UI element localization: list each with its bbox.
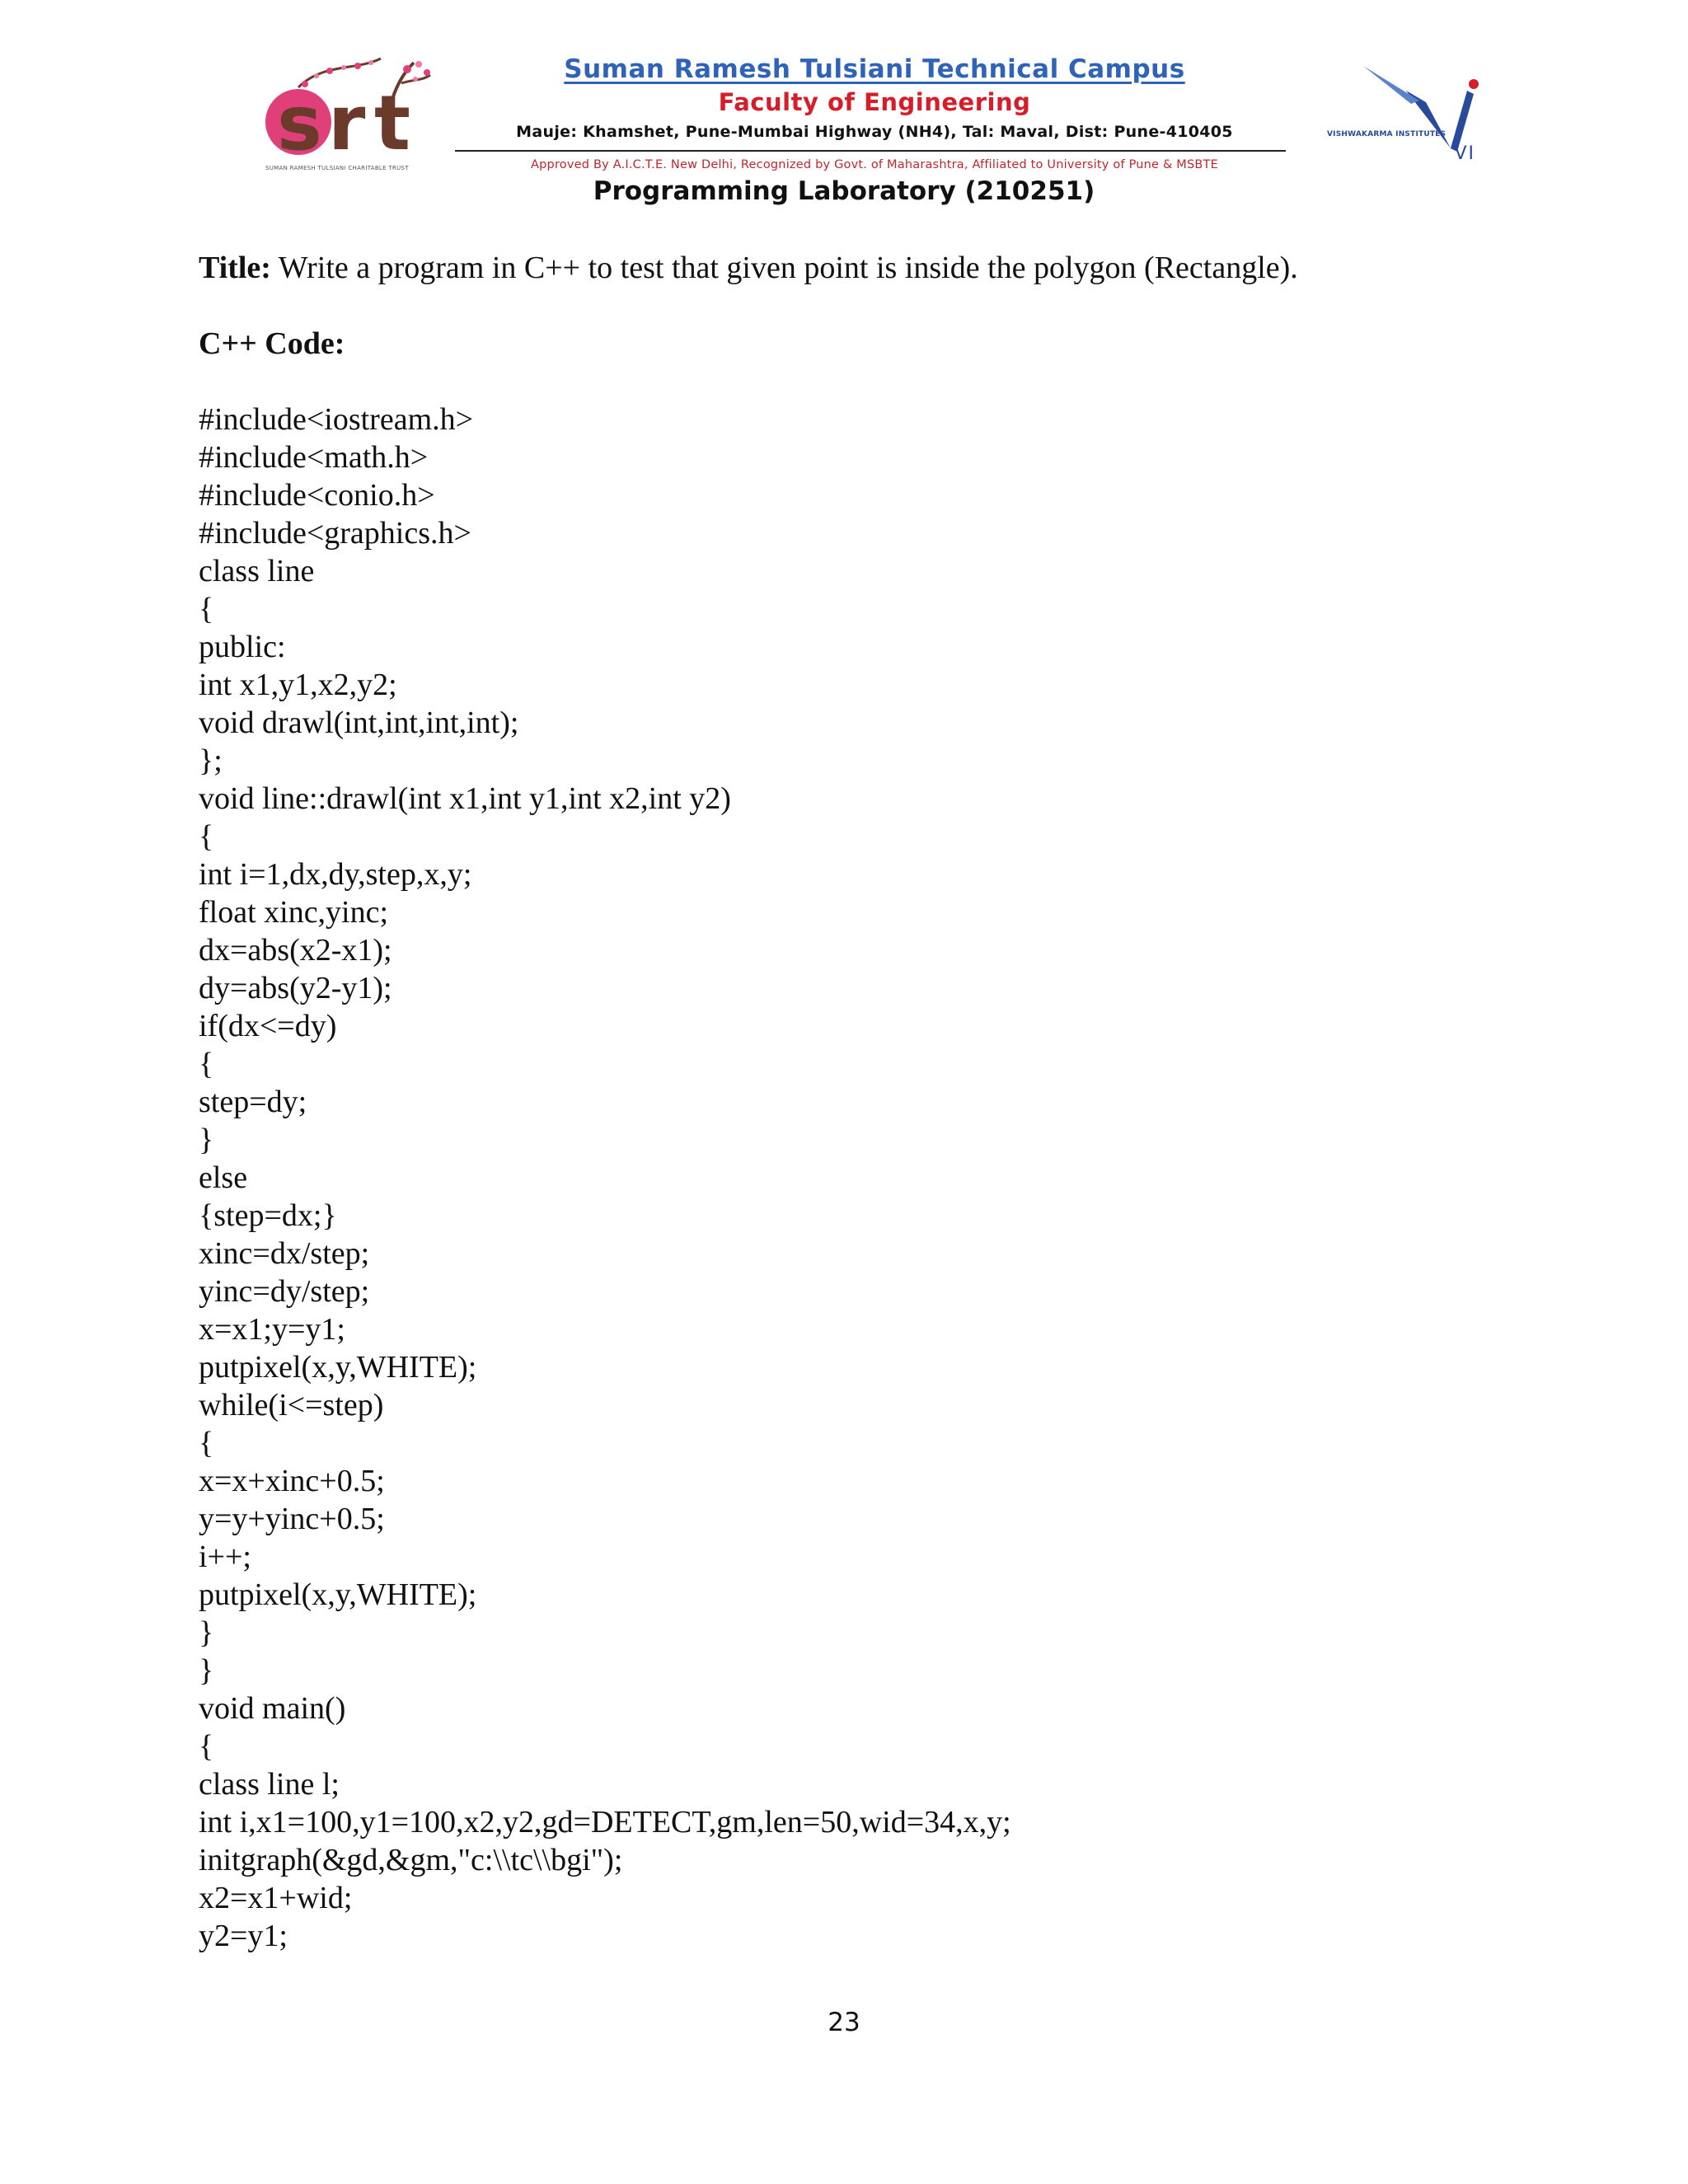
svg-text:r: r — [328, 79, 366, 162]
code-line: dy=abs(y2-y1); — [199, 971, 392, 1005]
svg-text:t: t — [374, 79, 410, 162]
course-title: Programming Laboratory (210251) — [593, 176, 1095, 206]
title-label: Title: — [199, 251, 271, 285]
code-line: } — [199, 1615, 214, 1650]
code-line: else — [199, 1160, 248, 1195]
code-line: int x1,y1,x2,y2; — [199, 668, 397, 702]
code-line: putpixel(x,y,WHITE); — [199, 1350, 477, 1385]
code-line: yinc=dy/step; — [199, 1274, 370, 1309]
code-line: i++; — [199, 1540, 251, 1574]
code-line: int i=1,dx,dy,step,x,y; — [199, 857, 472, 892]
vi-logo-caption: VISHWAKARMA INSTITUTES — [1327, 130, 1447, 138]
vi-logo — [1327, 51, 1485, 166]
code-heading: C++ Code: — [199, 326, 345, 361]
code-line: y2=y1; — [199, 1919, 288, 1953]
code-line: {step=dx;} — [199, 1198, 337, 1233]
code-line: putpixel(x,y,WHITE); — [199, 1577, 477, 1612]
header-divider — [455, 150, 1286, 152]
code-line: int i,x1=100,y1=100,x2,y2,gd=DETECT,gm,len=50,wid=34,x,y; — [199, 1805, 1011, 1840]
code-line: public: — [199, 630, 286, 664]
code-listing — [199, 401, 1517, 1955]
vi-bird-logo-icon — [1327, 51, 1485, 158]
code-line: y=y+yinc+0.5; — [199, 1502, 385, 1536]
code-line: #include<iostream.h> — [199, 402, 474, 437]
srt-logo — [265, 54, 445, 171]
code-line: class line — [199, 554, 315, 588]
code-line: #include<graphics.h> — [199, 516, 471, 551]
code-line: void main() — [199, 1691, 346, 1726]
svg-text:s: s — [277, 79, 322, 162]
code-line: { — [199, 1729, 214, 1764]
title-text: Write a program in C++ to test that given point is inside the polygon (Rectangle). — [270, 251, 1298, 285]
letterhead — [265, 48, 1485, 171]
code-line: { — [199, 1047, 214, 1081]
code-line: x=x1;y=y1; — [199, 1312, 345, 1347]
approval-text: Approved By A.I.C.T.E. New Delhi, Recognized by Govt. of Maharashtra, Affiliated to University of Pune & MSBTE — [531, 158, 1218, 171]
srt-tree-logo-icon — [265, 54, 445, 162]
page-number: 23 — [828, 2008, 860, 2037]
code-line: x2=x1+wid; — [199, 1881, 353, 1915]
code-line: if(dx<=dy) — [199, 1009, 337, 1043]
code-line: step=dy; — [199, 1085, 307, 1119]
faculty-name: Faculty of Engineering — [718, 88, 1031, 116]
code-line: } — [199, 1653, 214, 1688]
institute-name: Suman Ramesh Tulsiani Technical Campus — [564, 54, 1185, 84]
code-line: void line::drawl(int x1,int y1,int x2,int y2) — [199, 781, 731, 816]
institute-block — [448, 48, 1301, 173]
code-line: #include<conio.h> — [199, 478, 435, 513]
code-line: while(i<=step) — [199, 1388, 384, 1422]
code-line: { — [199, 592, 214, 626]
code-line: float xinc,yinc; — [199, 895, 389, 930]
code-line: class line l; — [199, 1767, 340, 1802]
srt-logo-caption: SUMAN RAMESH TULSIANI CHARITABLE TRUST — [265, 165, 409, 171]
vi-logo-mark: VI — [1454, 143, 1475, 164]
code-line: void drawl(int,int,int,int); — [199, 705, 519, 740]
code-line: { — [199, 1426, 214, 1460]
assignment-title — [199, 249, 1517, 287]
code-line: { — [199, 819, 214, 854]
document-body — [199, 249, 1517, 1955]
institute-address: Mauje: Khamshet, Pune-Mumbai Highway (NH4), Tal: Maval, Dist: Pune-410405 — [516, 123, 1233, 141]
code-line: xinc=dx/step; — [199, 1236, 370, 1271]
code-line: } — [199, 1122, 214, 1157]
code-line: }; — [199, 743, 223, 778]
code-line: #include<math.h> — [199, 440, 429, 475]
code-line: initgraph(&gd,&gm,"c:\\tc\\bgi"); — [199, 1843, 623, 1877]
code-line: x=x+xinc+0.5; — [199, 1464, 385, 1498]
code-line: dx=abs(x2-x1); — [199, 933, 392, 968]
